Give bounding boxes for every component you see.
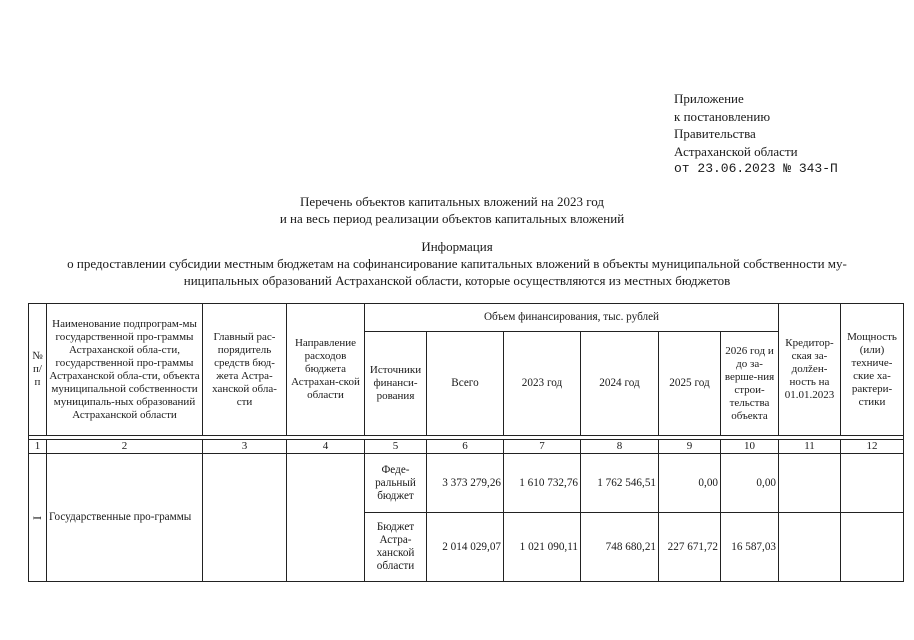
y2026-cell: 16 587,03: [721, 513, 779, 582]
source-cell: Феде-ральный бюджет: [365, 454, 427, 513]
column-number: 9: [659, 440, 721, 454]
header-manager: Главный рас-порядитель средств бюд-жета Астра-ханской обла-сти: [203, 304, 287, 436]
header-num: № п/п: [29, 304, 47, 436]
column-number: 2: [47, 440, 203, 454]
column-number: 4: [287, 440, 365, 454]
y2024-cell: 1 762 546,51: [581, 454, 659, 513]
y2025-cell: 227 671,72: [659, 513, 721, 582]
info-line-2: ниципальных образований Астраханской области, которые осуществляются из местных бюджетов: [183, 273, 731, 288]
credit-cell: [779, 454, 841, 513]
section-num-cell: [29, 454, 47, 582]
column-number: 11: [779, 440, 841, 454]
total-cell: 2 014 029,07: [427, 513, 504, 582]
source-cell: Бюджет Астра-ханской области: [365, 513, 427, 582]
info-line-1: о предоставлении субсидии местным бюджетам на софинансирование капитальных вложений в объекты муниципальной собственности му-: [67, 256, 847, 271]
header-name: Наименование подпрограм-мы государственной про-граммы Астраханской обла-сти, государственной про-граммы Астраханской обла-сти, объекта муниципальной собственности муниципаль-ных образований Астраханской области: [47, 304, 203, 436]
y2023-cell: 1 021 090,11: [504, 513, 581, 582]
column-number: 7: [504, 440, 581, 454]
title-line-1: Перечень объектов капитальных вложений на 2023 год: [300, 194, 604, 209]
column-number: 10: [721, 440, 779, 454]
document-title: [0, 193, 909, 227]
header-direction: Направление расходов бюджета Астрахан-ской области: [287, 304, 365, 436]
column-number: 1: [29, 440, 47, 454]
appendix-line: Правительства: [674, 126, 756, 141]
header-financing-group: Объем финансирования, тыс. рублей: [365, 304, 779, 332]
financing-table: [28, 303, 904, 582]
header-capacity: Мощность (или) техниче-ские ха-рактери-стики: [841, 304, 904, 436]
column-number: 6: [427, 440, 504, 454]
header-total: Всего: [427, 332, 504, 436]
header-2026: 2026 год и до за-верше-ния строи-тельства объекта: [721, 332, 779, 436]
direction-cell: [287, 454, 365, 582]
section-name: Государственные про-граммы: [47, 454, 203, 582]
capacity-cell: [841, 454, 904, 513]
total-cell: 3 373 279,26: [427, 454, 504, 513]
appendix-line: Приложение: [674, 91, 744, 106]
table-row: [29, 454, 904, 513]
header-2024: 2024 год: [581, 332, 659, 436]
manager-cell: [203, 454, 287, 582]
appendix-line: Астраханской области: [674, 143, 798, 159]
appendix-line: к постановлению: [674, 108, 771, 124]
header-2023: 2023 год: [504, 332, 581, 436]
credit-cell: [779, 513, 841, 582]
capacity-cell: [841, 513, 904, 582]
header-credit: Кредитор-ская за-долžен-ность на 01.01.2023: [779, 304, 841, 436]
appendix-date-line: от 23.06.2023 № 343-П: [674, 161, 838, 176]
column-number: 12: [841, 440, 904, 454]
y2025-cell: 0,00: [659, 454, 721, 513]
y2024-cell: 748 680,21: [581, 513, 659, 582]
header-2025: 2025 год: [659, 332, 721, 436]
y2023-cell: 1 610 732,76: [504, 454, 581, 513]
column-number: 3: [203, 440, 287, 454]
info-heading: Информация: [421, 239, 493, 254]
header-row-1: [29, 304, 904, 332]
header-sources: Источники финанси-рования: [365, 332, 427, 436]
y2026-cell: 0,00: [721, 454, 779, 513]
appendix-block: [674, 90, 838, 178]
title-line-2: и на весь период реализации объектов капитальных вложений: [279, 211, 625, 226]
section-num: I: [30, 516, 44, 520]
column-number-row: [29, 440, 904, 454]
info-block: [0, 238, 914, 289]
column-number: 8: [581, 440, 659, 454]
column-number: 5: [365, 440, 427, 454]
